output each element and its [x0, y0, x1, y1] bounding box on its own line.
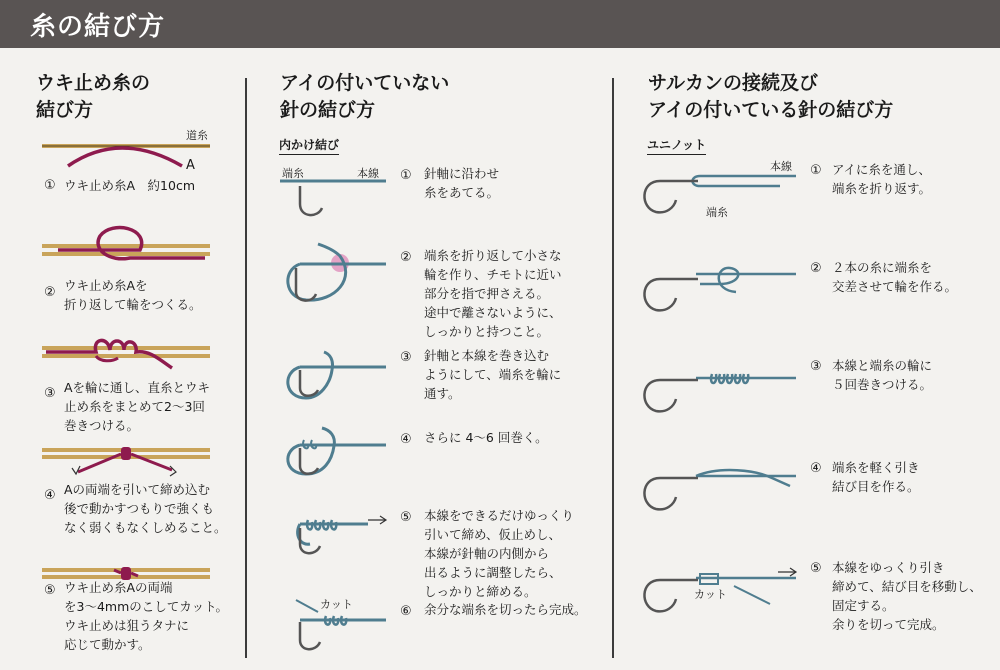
right-step1-text: アイに糸を通し、 端糸を折り返す。 [832, 162, 932, 196]
right-section-title: サルカンの接続及び アイの付いている針の結び方 [648, 72, 894, 121]
left-step5-text: ウキ止め糸Aの両端 を3〜4mmのこしてカット。 ウキ止めは狙うタナに 応じて動かす。 [64, 580, 229, 652]
middle-section-title: アイの付いていない 針の結び方 [280, 72, 450, 121]
middle-step4-text: さらに 4〜6 回巻く。 [424, 430, 548, 445]
right-label-cut: カット [694, 588, 727, 601]
right-step2-text: ２本の糸に端糸を 交差させて輪を作る。 [832, 260, 958, 294]
left-step1-num: ① [44, 178, 56, 193]
left-step3-text: Aを輪に通し、直糸とウキ 止め糸をまとめて2〜3回 巻きつける。 [64, 380, 211, 433]
middle-label-cut: カット [320, 598, 353, 611]
middle-step5-text: 本線をできるだけゆっくり 引いて締め、仮止めし、 本線が針軸の内側から 出るように調整したら、 しっかりと締める。 [424, 508, 574, 599]
middle-label-honsen: 本線 [357, 167, 379, 180]
middle-label-tanshi: 端糸 [282, 167, 304, 180]
middle-step4-num: ④ [400, 432, 412, 447]
middle-step3-num: ③ [400, 350, 412, 365]
left-step1-text: ウキ止め糸A 約10cm [64, 178, 196, 193]
left-step2-text: ウキ止め糸Aを 折り返して輪をつくる。 [64, 278, 202, 312]
middle-step2-text: 端糸を折り返して小さな 輪を作り、チモトに近い 部分を指で押さえる。 途中で離さないように、 しっかりと持つこと。 [424, 248, 562, 339]
right-subtitle: ユニノット [647, 136, 706, 155]
right-label-honsen: 本線 [770, 160, 792, 173]
right-label-tanshi: 端糸 [706, 206, 728, 219]
left-step3-num: ③ [44, 386, 56, 401]
left-step2-num: ② [44, 285, 56, 300]
middle-step2-num: ② [400, 250, 412, 265]
right-step4-text: 端糸を軽く引き 結び目を作る。 [832, 460, 920, 494]
middle-step6-text: 余分な端糸を切ったら完成。 [424, 602, 587, 617]
middle-step1-text: 針軸に沿わせ 糸をあてる。 [424, 166, 500, 200]
left-section-title: ウキ止め糸の 結び方 [36, 72, 151, 121]
right-step3-num: ③ [810, 359, 822, 374]
right-step5-num: ⑤ [810, 561, 822, 576]
right-step4-num: ④ [810, 461, 822, 476]
left-step4-text: Aの両端を引いて締め込む 後で動かすつもりで強くも なく弱くもなくしめること。 [64, 482, 227, 535]
label-michiito: 道糸 [186, 129, 208, 142]
right-step5-text: 本線をゆっくり引き 締めて、結び目を移動し、 固定する。 余りを切って完成。 [832, 560, 982, 632]
middle-step5-num: ⑤ [400, 510, 412, 525]
label-a: A [186, 158, 195, 173]
right-step2-num: ② [810, 261, 822, 276]
page-title: 糸の結び方 [30, 12, 166, 42]
right-step1-num: ① [810, 163, 822, 178]
left-step4-num: ④ [44, 488, 56, 503]
middle-step1-num: ① [400, 168, 412, 183]
middle-step3-text: 針軸と本線を巻き込む ようにして、端糸を輪に 通す。 [424, 348, 562, 401]
middle-subtitle: 内かけ結び [279, 136, 339, 155]
right-step3-text: 本線と端糸の輪に ５回巻きつける。 [832, 358, 933, 392]
left-step5-num: ⑤ [44, 583, 56, 598]
middle-step6-num: ⑥ [400, 604, 412, 619]
